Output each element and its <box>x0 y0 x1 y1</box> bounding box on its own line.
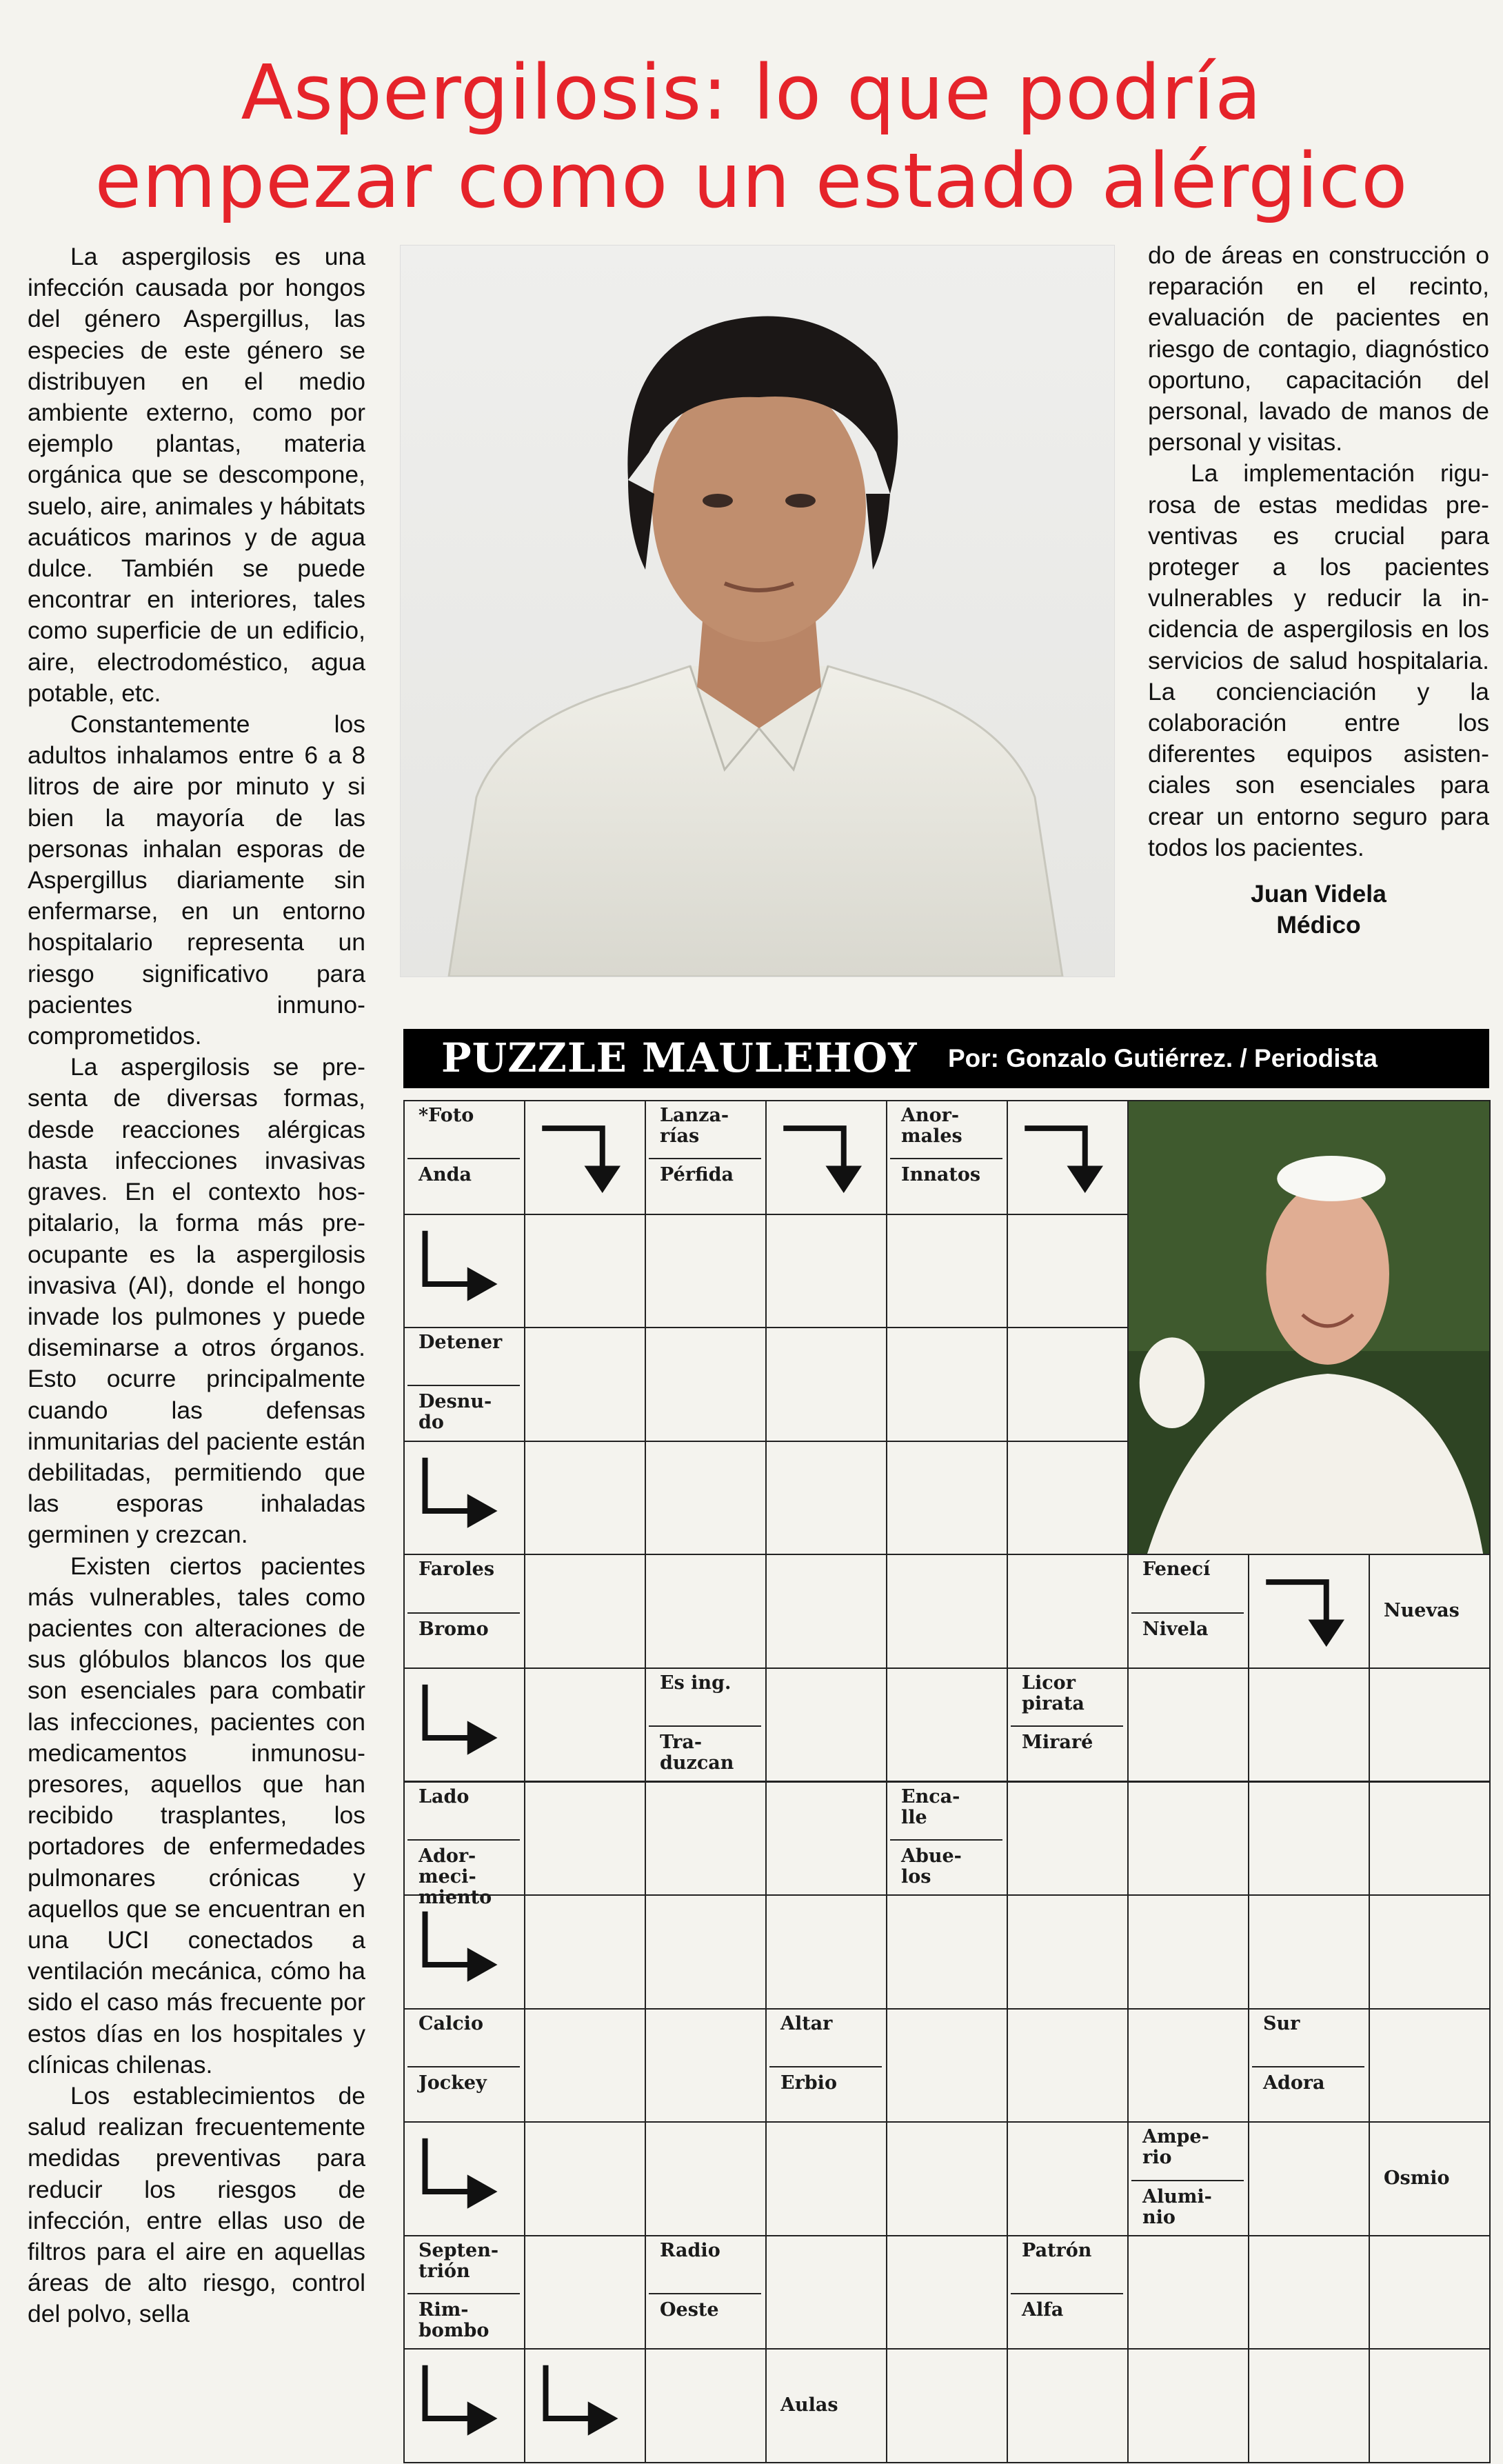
bent-arrow-icon <box>403 1441 524 1554</box>
paragraph: Los establecimientos de salud realizan frecuentemente medidas preventivas para reducir los riesgos de infección, entre ellas uso de filtros para el aire en aquellas áreas de alto riesgo, control del polvo, sella <box>28 2081 365 2328</box>
clue-text: Desnu- do <box>418 1391 492 1434</box>
clue-text: Detener <box>418 1332 503 1354</box>
grid-cell[interactable] <box>645 1781 767 1896</box>
grid-cell[interactable] <box>886 2121 1008 2236</box>
grid-cell[interactable] <box>1369 1781 1491 1896</box>
grid-cell[interactable] <box>1127 1894 1249 2010</box>
clue-divider <box>1011 2293 1123 2294</box>
grid-cell[interactable] <box>765 1781 887 1896</box>
down-arrow-icon <box>765 1100 886 1214</box>
clue-text: Anda <box>418 1164 472 1186</box>
grid-cell[interactable] <box>1127 1667 1249 1783</box>
grid-cell[interactable] <box>1007 1441 1129 1556</box>
grid-cell[interactable] <box>1248 2348 1370 2463</box>
grid-cell[interactable] <box>886 1667 1008 1783</box>
clue-text: Innatos <box>901 1164 981 1186</box>
grid-cell[interactable] <box>765 2121 887 2236</box>
paragraph: do de áreas en construcción o reparación en el recinto, evaluación de pacientes en riesgo de contagio, diagnóstico oportuno, capacitación del personal, lavado de manos de personal y visitas. <box>1148 241 1489 457</box>
article-title <box>0 48 1503 225</box>
grid-cell[interactable] <box>1007 1781 1129 1896</box>
paragraph: La aspergilosis es una infección causada por hongos del género Aspergillus, las especies de este género se distribuyen en el medio ambiente externo, como por ejemplo plantas, materia orgánica que se descompone, suelo, aire, animales y hábitats acuáticos marinos y de agua dulce. También se puede encontrar en interiores, tales como superficie de un edificio, aire, electrodoméstico, agua potable, etc. <box>28 243 365 707</box>
grid-cell[interactable] <box>524 1781 646 1896</box>
grid-cell[interactable] <box>1007 2008 1129 2123</box>
clue-divider <box>769 2066 882 2067</box>
clue-text: Rim- bombo <box>418 2299 490 2342</box>
grid-cell[interactable] <box>1369 1667 1491 1783</box>
clue-text: Fenecí <box>1142 1559 1211 1581</box>
bent-arrow-icon <box>403 2121 524 2235</box>
clue-divider <box>407 2066 520 2067</box>
puzzle-header <box>403 1029 1489 1088</box>
grid-cell[interactable] <box>765 1894 887 2010</box>
puzzle-photo <box>1127 1100 1491 1555</box>
grid-cell[interactable] <box>1248 2121 1370 2236</box>
grid-cell[interactable] <box>524 1894 646 2010</box>
grid-cell[interactable] <box>1127 2348 1249 2463</box>
clue-text: Lanza- rías <box>660 1105 729 1147</box>
clue-divider <box>890 1839 1002 1841</box>
title-line-1: Aspergilosis: lo que podría <box>241 48 1262 137</box>
grid-cell[interactable] <box>1007 1327 1129 1442</box>
grid-cell[interactable] <box>1369 2008 1491 2123</box>
grid-cell[interactable] <box>1007 1214 1129 1329</box>
grid-cell[interactable] <box>886 1894 1008 2010</box>
clue-divider <box>407 1612 520 1614</box>
grid-cell[interactable] <box>1248 2235 1370 2350</box>
clue-text: Oeste <box>660 2299 719 2321</box>
grid-cell[interactable] <box>1127 2235 1249 2350</box>
grid-cell[interactable] <box>1369 1894 1491 2010</box>
article-column-left <box>28 241 365 2330</box>
bent-arrow-icon <box>524 2348 645 2462</box>
paragraph: Constantemente los adultos inhalamos entre 6 a 8 litros de aire por minuto y si bien la mayoría de las personas inhalan esporas de Aspergillus diariamente sin enfermarse, en un entorno hospitalario representa un riesgo significativo para pacientes inmunocomprometidos. <box>28 710 365 1050</box>
grid-cell[interactable] <box>765 1441 887 1556</box>
clue-divider <box>407 1158 520 1159</box>
grid-cell[interactable] <box>645 1214 767 1329</box>
grid-cell[interactable] <box>765 1327 887 1442</box>
paragraph: La aspergilosis se presenta de diversas formas, desde reacciones alérgicas hasta infecciones invasivas graves. En el contexto hospitalario, la forma más preocupante es la aspergilosis invasiva (AI), donde el hongo invade los pulmones y puede diseminarse a otros órganos. Esto ocurre principalmente cuando las defensas inmunitarias del paciente están debilitadas, permitiendo que las esporas inhaladas germinen y crezcan. <box>28 1053 365 1549</box>
grid-cell[interactable] <box>1007 2121 1129 2236</box>
author-role: Médico <box>1276 911 1361 939</box>
clue-divider <box>890 1158 1002 1159</box>
grid-cell[interactable] <box>645 1327 767 1442</box>
clue-text: Nivela <box>1142 1618 1209 1640</box>
bent-arrow-icon <box>403 1667 524 1781</box>
clue-text: Faroles <box>418 1559 495 1581</box>
article-column-right <box>1148 240 1489 941</box>
grid-cell[interactable] <box>524 2235 646 2350</box>
grid-cell[interactable] <box>1248 1894 1370 2010</box>
grid-cell[interactable] <box>1007 1554 1129 1669</box>
grid-cell[interactable] <box>1007 1894 1129 2010</box>
grid-cell[interactable] <box>886 1554 1008 1669</box>
clue-text: Miraré <box>1022 1732 1093 1754</box>
clue-divider <box>649 2293 761 2294</box>
grid-cell[interactable] <box>645 2121 767 2236</box>
clue-text: Abue- los <box>901 1845 962 1887</box>
clue-divider <box>407 1839 520 1841</box>
author-photo <box>400 245 1115 977</box>
clue-text: Altar <box>780 2012 833 2034</box>
clue-text: Ampe- rio <box>1142 2126 1209 2169</box>
grid-cell[interactable] <box>524 1441 646 1556</box>
grid-cell[interactable] <box>765 1554 887 1669</box>
clue-text: Adora <box>1263 2072 1325 2094</box>
grid-cell[interactable] <box>1369 2235 1491 2350</box>
grid-cell[interactable] <box>645 1894 767 2010</box>
crossword-grid <box>403 1100 1489 2462</box>
bent-arrow-icon <box>403 2348 524 2462</box>
clue-text: Pérfida <box>660 1164 734 1186</box>
grid-cell[interactable] <box>886 1214 1008 1329</box>
clue-divider <box>407 1385 520 1386</box>
grid-cell[interactable] <box>645 1554 767 1669</box>
bent-arrow-icon <box>403 1894 524 2008</box>
grid-cell[interactable] <box>524 1554 646 1669</box>
clue-text: Bromo <box>418 1618 489 1640</box>
down-arrow-icon <box>1248 1554 1369 1667</box>
clue-text: Ador- meci- miento <box>418 1845 492 1908</box>
grid-cell[interactable] <box>886 2235 1008 2350</box>
paragraph: Existen ciertos pacientes más vulnerables, tales como pacientes con alteraciones de sus glóbulos blancos los que son esenciales para combatir las infecciones, pacientes con medicamentos inmunosupresores, aquellos que han recibido trasplantes, los portadores de enfermedades pulmonares crónicas y aquellos que se encuentran en una UCI conectados a ventilación mecánica, cómo ha sido el caso más frecuente por estos días en los hospitales y clínicas chilenas. <box>28 1552 365 2079</box>
clue-text: Alumi- nio <box>1142 2185 1212 2228</box>
grid-cell[interactable] <box>886 1327 1008 1442</box>
clue-text: Es ing. <box>660 1672 732 1694</box>
clue-text: Osmio <box>1384 2167 1450 2189</box>
grid-cell[interactable] <box>886 1441 1008 1556</box>
clue-text: Septen- trión <box>418 2239 499 2282</box>
grid-cell[interactable] <box>765 1214 887 1329</box>
author-name: Juan Videla <box>1251 880 1386 908</box>
clue-divider <box>649 1725 761 1727</box>
clue-text: Sur <box>1263 2012 1300 2034</box>
down-arrow-icon <box>1007 1100 1127 1214</box>
grid-cell[interactable] <box>524 1667 646 1783</box>
clue-text: Lado <box>418 1785 470 1807</box>
grid-cell[interactable] <box>1369 2348 1491 2463</box>
grid-cell[interactable] <box>524 1214 646 1329</box>
clue-text: Alfa <box>1022 2299 1064 2321</box>
down-arrow-icon <box>524 1100 645 1214</box>
clue-divider <box>407 2293 520 2294</box>
clue-divider <box>1131 1612 1244 1614</box>
clue-text: Anor- males <box>901 1105 962 1147</box>
grid-cell[interactable] <box>765 1667 887 1783</box>
clue-text: Calcio <box>418 2012 483 2034</box>
grid-cell[interactable] <box>645 2008 767 2123</box>
clue-text: Nuevas <box>1384 1599 1460 1621</box>
clue-text: Tra- duzcan <box>660 1732 734 1774</box>
clue-text: Licor pirata <box>1022 1672 1085 1714</box>
clue-divider <box>649 1158 761 1159</box>
grid-cell[interactable] <box>1248 1781 1370 1896</box>
clue-text: Erbio <box>780 2072 837 2094</box>
clue-text: Aulas <box>780 2394 838 2416</box>
clue-text: Patrón <box>1022 2239 1092 2261</box>
bent-arrow-icon <box>403 1214 524 1328</box>
grid-cell[interactable] <box>524 2121 646 2236</box>
grid-cell[interactable] <box>886 2008 1008 2123</box>
grid-cell[interactable] <box>765 2235 887 2350</box>
grid-cell[interactable] <box>524 2008 646 2123</box>
grid-cell[interactable] <box>1127 1781 1249 1896</box>
clue-divider <box>1252 2066 1364 2067</box>
grid-cell[interactable] <box>524 1327 646 1442</box>
grid-cell[interactable] <box>1248 1667 1370 1783</box>
clue-divider <box>1011 1725 1123 1727</box>
clue-divider <box>1131 2180 1244 2181</box>
puzzle-title: PUZZLE MAULEHOY <box>441 1034 918 1081</box>
paragraph: La implementación rigurosa de estas medidas preventivas es crucial para proteger a los pacientes vulnerables y reducir la incidencia de aspergilosis en los servicios de salud hospitalaria. La concienciación y la colaboración entre los diferentes equipos asistenciales son esenciales para crear un entorno seguro para todos los pacientes. <box>1148 459 1489 861</box>
clue-text: Jockey <box>418 2072 487 2094</box>
grid-cell[interactable] <box>645 2348 767 2463</box>
grid-cell[interactable] <box>645 1441 767 1556</box>
grid-cell[interactable] <box>886 2348 1008 2463</box>
puzzle-byline: Por: Gonzalo Gutiérrez. / Periodista <box>948 1044 1378 1072</box>
clue-text: Enca- lle <box>901 1785 960 1828</box>
grid-cell[interactable] <box>1127 2008 1249 2123</box>
clue-text: Radio <box>660 2239 720 2261</box>
clue-text: *Foto <box>418 1105 474 1126</box>
grid-cell[interactable] <box>1007 2348 1129 2463</box>
title-line-2: empezar como un estado alérgico <box>94 137 1409 225</box>
